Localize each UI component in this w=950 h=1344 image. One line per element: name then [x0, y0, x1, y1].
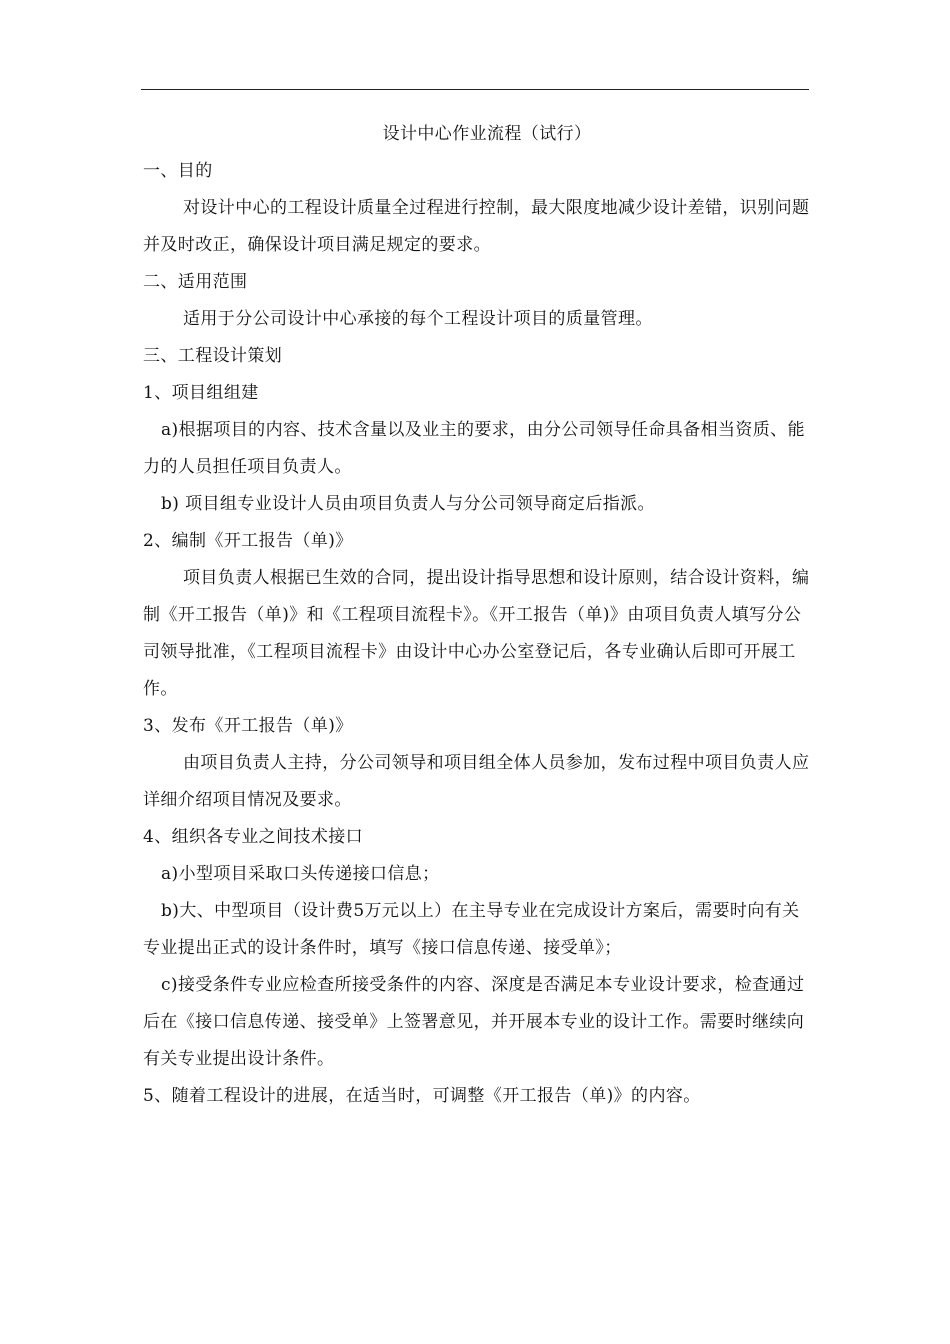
subheading-publish-report: 3、发布《开工报告（单)》: [143, 716, 353, 736]
section-heading-purpose: 一、目的: [143, 161, 213, 181]
paragraph-scope: 适用于分公司设计中心承接的每个工程设计项目的质量管理。: [183, 309, 653, 329]
list-item-interface-c: c)接受条件专业应检查所接受条件的内容、深度是否满足本专业设计要求，检查通过后在《接口信息传递、接受单》上签署意见，并开展本专业的设计工作。需要时继续向有关专业提出设计条件。: [143, 975, 805, 1069]
paragraph-purpose: 对设计中心的工程设计质量全过程进行控制，最大限度地减少设计差错，识别问题并及时改正，确保设计项目满足规定的要求。: [143, 198, 810, 255]
subheading-interfaces: 4、组织各专业之间技术接口: [143, 827, 364, 847]
header-rule: [141, 89, 809, 90]
list-item-team-b: b) 项目组专业设计人员由项目负责人与分公司领导商定后指派。: [161, 494, 655, 514]
list-item-team-a: a)根据项目的内容、技术含量以及业主的要求，由分公司领导任命具备相当资质、能力的人员担任项目负责人。: [143, 420, 805, 477]
section-heading-scope: 二、适用范围: [143, 272, 248, 292]
subheading-adjust-report: 5、随着工程设计的进展，在适当时，可调整《开工报告（单)》的内容。: [143, 1086, 701, 1106]
document-title: 设计中心作业流程（试行）: [382, 124, 592, 144]
list-item-interface-b: b)大、中型项目（设计费5万元以上）在主导专业在完成设计方案后，需要时向有关专业提出正式的设计条件时，填写《接口信息传递、接受单》；: [143, 901, 800, 958]
subheading-team-setup: 1、项目组组建: [143, 383, 259, 403]
subheading-compile-report: 2、编制《开工报告（单)》: [143, 531, 353, 551]
paragraph-publish-report: 由项目负责人主持，分公司领导和项目组全体人员参加，发布过程中项目负责人应详细介绍项目情况及要求。: [143, 753, 810, 810]
paragraph-compile-report: 项目负责人根据已生效的合同，提出设计指导思想和设计原则，结合设计资料，编制《开工报告（单)》和《工程项目流程卡》。《开工报告（单)》由项目负责人填写分公司领导批准，《工程项目流程卡》由设计中心办公室登记后，各专业确认后即可开展工作。: [143, 568, 810, 699]
list-item-interface-a: a)小型项目采取口头传递接口信息；: [161, 864, 440, 884]
section-heading-planning: 三、工程设计策划: [143, 346, 283, 366]
document-body: [143, 116, 811, 1115]
